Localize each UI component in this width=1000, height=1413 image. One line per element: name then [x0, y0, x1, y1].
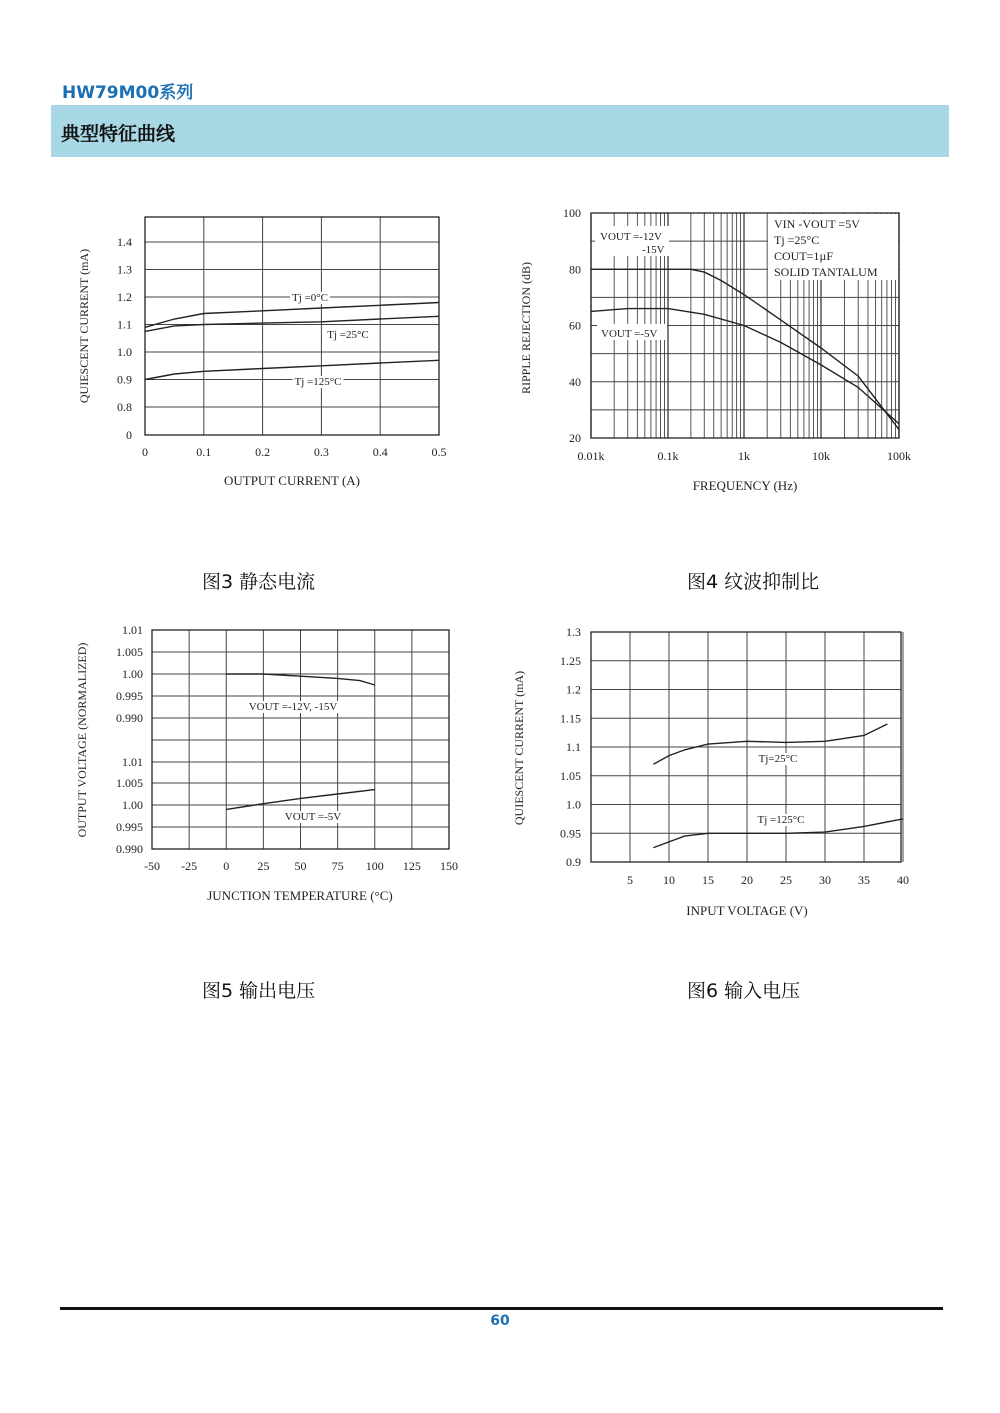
page-number: 60 [490, 1313, 510, 1329]
figure-caption-4: 图4 纹波抑制比 [687, 571, 820, 593]
y-tick-label: 1.01 [122, 623, 143, 637]
legend-line: Tj =25°C [774, 233, 820, 247]
y-tick-label: 0.9 [566, 855, 581, 869]
series-label: -15V [642, 244, 665, 256]
y-tick-label: 0.995 [116, 689, 143, 703]
series-label: VOUT =-12V [600, 231, 662, 243]
y-tick-label: 0.990 [116, 711, 143, 725]
x-tick-label: 100k [887, 449, 911, 463]
x-tick-label: 0.2 [255, 445, 271, 459]
y-tick-label: 1.05 [560, 768, 581, 783]
y-tick-label: 60 [569, 318, 581, 333]
y-tick-label: 1.005 [116, 645, 143, 659]
series-label: Tj =125°C [294, 376, 342, 388]
x-tick-label: 125 [402, 859, 421, 873]
series-label: Tj =25°C [327, 329, 369, 341]
x-tick-label: 25 [257, 859, 270, 873]
x-axis-label: JUNCTION TEMPERATURE (°C) [207, 888, 393, 903]
x-tick-label: 0.1k [657, 449, 679, 463]
x-tick-label: 75 [331, 859, 344, 873]
y-tick-label: 20 [569, 431, 581, 445]
y-tick-label: 1.4 [117, 235, 132, 249]
series-label: VOUT =-12V, -15V [248, 701, 338, 713]
x-tick-label: 0.3 [313, 445, 329, 459]
x-tick-label: 20 [741, 873, 753, 887]
y-axis-label: OUTPUT VOLTAGE (NORMALIZED) [75, 642, 89, 838]
y-tick-label: 1.1 [117, 317, 132, 332]
x-tick-label: 30 [819, 873, 831, 887]
x-tick-label: 150 [440, 859, 458, 873]
y-axis-label: RIPPLE REJECTION (dB) [519, 262, 533, 394]
y-tick-label: 1.15 [560, 711, 581, 726]
figure-caption-5: 图5 输出电压 [202, 980, 316, 1002]
y-tick-label: 80 [569, 262, 581, 277]
y-tick-label: 1.005 [116, 776, 143, 790]
x-tick-label: 0 [142, 445, 148, 459]
x-tick-label: 0 [223, 859, 230, 873]
y-axis-label: QUIESCENT CURRENT (mA) [77, 248, 91, 404]
y-tick-label: 1.1 [566, 740, 581, 754]
y-tick-label: 1.00 [122, 667, 143, 681]
y-tick-label: 100 [563, 206, 581, 220]
x-tick-label: 50 [294, 859, 307, 873]
y-tick-label: 40 [569, 374, 581, 389]
x-tick-label: 25 [780, 873, 792, 887]
y-tick-label: 0.9 [117, 372, 132, 387]
x-tick-label: 100 [365, 859, 384, 873]
x-tick-label: -50 [144, 859, 160, 873]
series-label: Tj=25°C [758, 753, 798, 765]
figure-caption-6: 图6 输入电压 [687, 980, 801, 1002]
legend-line: COUT=1µF [774, 249, 834, 263]
x-axis-label: FREQUENCY (Hz) [692, 478, 798, 493]
y-tick-label: 0.95 [560, 826, 581, 841]
x-axis-label: INPUT VOLTAGE (V) [686, 903, 808, 918]
y-tick-label: 1.25 [560, 653, 581, 668]
y-tick-label: 1.3 [566, 625, 581, 639]
x-tick-label: 10 [663, 873, 675, 887]
y-tick-label: 0.995 [116, 820, 143, 834]
x-tick-label: 35 [858, 873, 870, 887]
y-tick-label: 1.00 [122, 798, 143, 812]
x-axis-label: OUTPUT CURRENT (A) [223, 473, 361, 488]
series-title: HW79M00系列 [62, 83, 194, 103]
x-tick-label: 10k [812, 449, 830, 463]
y-tick-label: 1.2 [566, 682, 581, 697]
x-tick-label: -25 [181, 859, 198, 873]
y-tick-label: 0 [126, 428, 132, 442]
y-tick-label: 1.0 [117, 345, 132, 359]
y-tick-label: 1.3 [117, 262, 132, 277]
series-label: VOUT =-5V [284, 811, 342, 823]
series-label: Tj =125°C [757, 814, 805, 826]
x-tick-label: 0.5 [431, 445, 447, 459]
x-tick-label: 0.01k [577, 449, 605, 463]
x-tick-label: 5 [627, 873, 633, 887]
footer-rule [60, 1307, 943, 1310]
x-tick-label: 0.4 [372, 445, 388, 459]
x-tick-label: 1k [738, 449, 750, 463]
figure-caption-3: 图3 静态电流 [202, 571, 316, 593]
series-label: Tj =0°C [292, 292, 328, 304]
x-tick-label: 15 [702, 873, 714, 887]
y-tick-label: 0.990 [116, 842, 143, 856]
section-title: 典型特征曲线 [61, 123, 176, 145]
x-tick-label: 0.1 [196, 445, 212, 459]
y-tick-label: 0.8 [117, 400, 132, 414]
y-tick-label: 1.01 [122, 755, 143, 769]
legend-line: VIN -VOUT =5V [774, 217, 860, 231]
series-label: VOUT =-5V [601, 328, 658, 340]
y-tick-label: 1.0 [566, 797, 581, 812]
legend-line: SOLID TANTALUM [774, 265, 878, 279]
x-tick-label: 40 [897, 873, 909, 887]
y-axis-label: QUIESCENT CURRENT (mA) [512, 670, 526, 826]
y-tick-label: 1.2 [117, 290, 132, 304]
